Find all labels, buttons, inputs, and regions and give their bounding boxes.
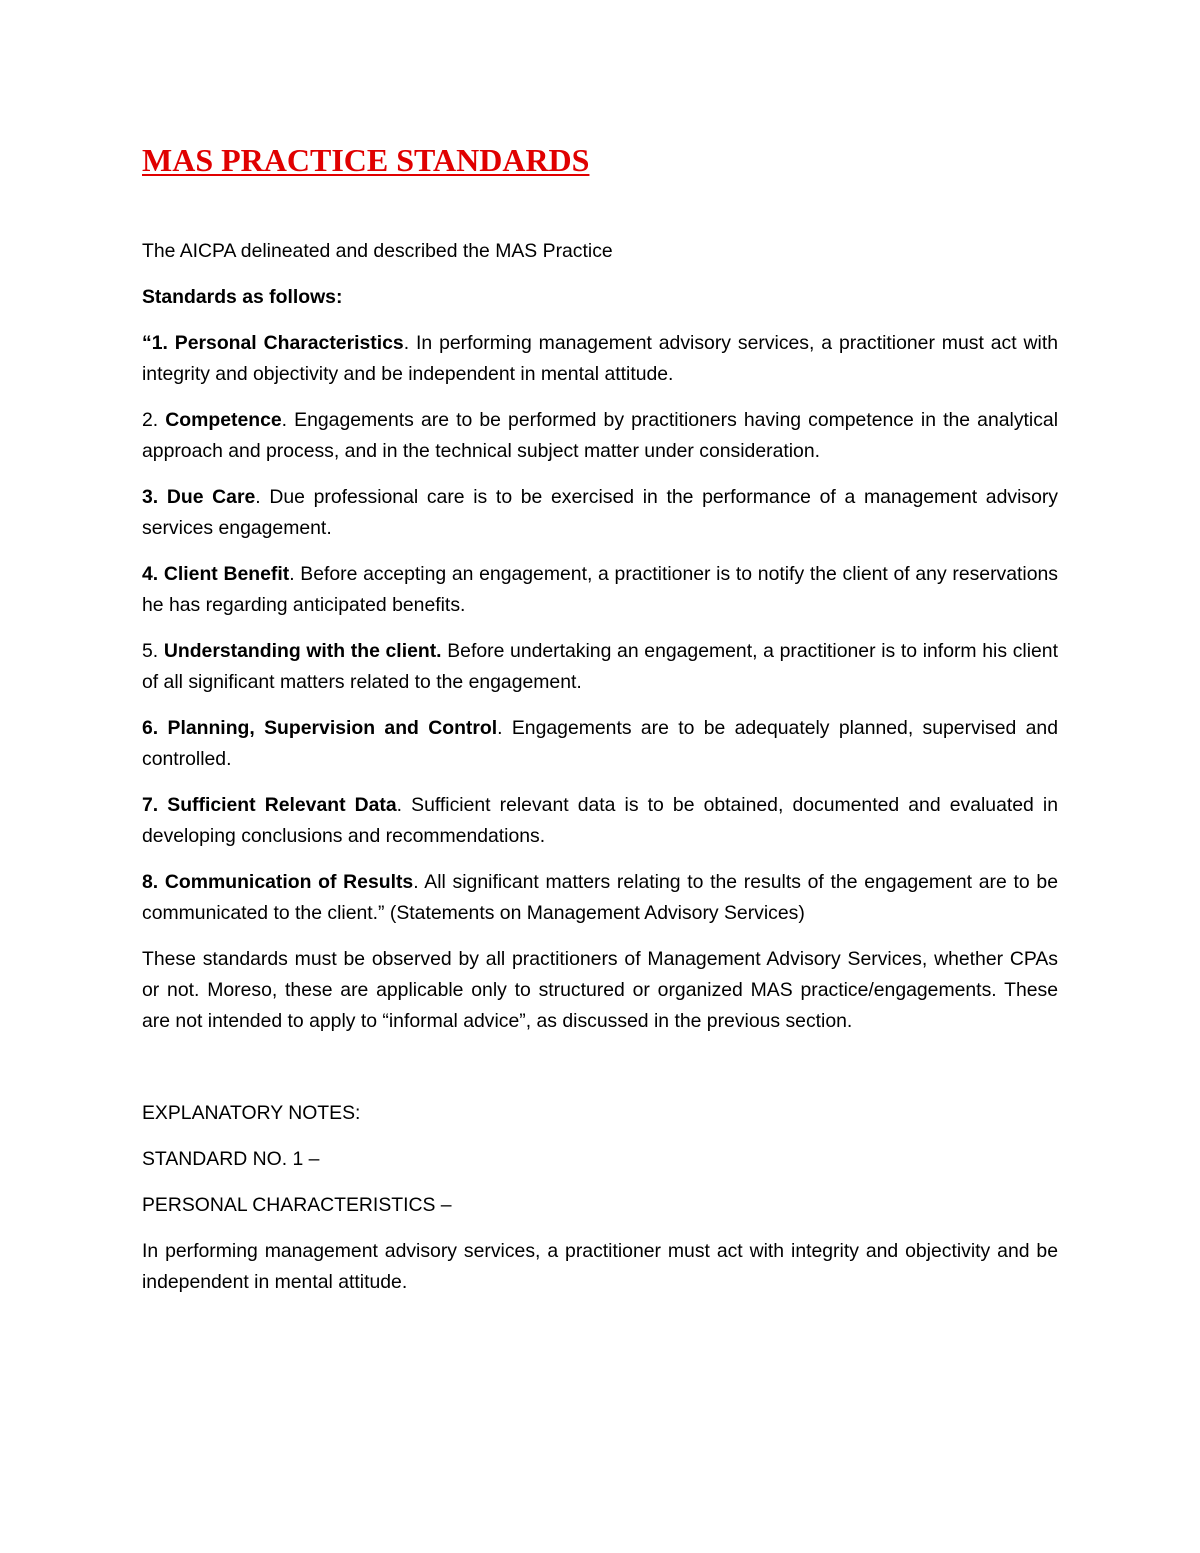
standard-number: 6. xyxy=(142,717,168,739)
standard-item xyxy=(142,790,1058,852)
standard-description: . Due professional care is to be exercised in the performance of a management advisory services engagement. xyxy=(142,486,1059,539)
standard-name: Planning, Supervision and Control xyxy=(167,717,498,739)
standard-name: Understanding with the client. xyxy=(163,640,442,662)
intro-line-2 xyxy=(142,282,1058,313)
standard-number: 8. xyxy=(142,871,165,893)
spacer xyxy=(142,1052,1058,1098)
standard-name: Sufficient Relevant Data xyxy=(167,794,397,816)
standard-description: . All significant matters relating to the results of the engagement are to be communicated to the client.” (Statements on Management Advisory Services) xyxy=(142,871,1058,924)
page-title: MAS PRACTICE STANDARDS xyxy=(142,142,590,178)
standard-explanation: In performing management advisory services, a practitioner must act with integrity and objectivity and be independent in mental attitude. xyxy=(142,1240,1058,1293)
standard-item xyxy=(142,559,1058,621)
standard-name: Communication of Results xyxy=(164,871,414,893)
closing-paragraph: These standards must be observed by all practitioners of Management Advisory Services, whether CPAs or not. Moreso, these are applicable only to structured or organized MAS practice/engagements. These are not intended to apply to “informal advice”, as discussed in the previous section. xyxy=(142,948,1058,1032)
standard-number-heading: STANDARD NO. 1 – xyxy=(142,1148,320,1170)
standard-name-heading: PERSONAL CHARACTERISTICS – xyxy=(142,1194,452,1216)
standard-item xyxy=(142,482,1058,544)
standard-description: . Sufficient relevant data is to be obtained, documented and evaluated in developing conclusions and recommendations. xyxy=(142,794,1058,847)
standard-number: 3. xyxy=(142,486,167,508)
standard-number: 2. xyxy=(142,409,166,431)
notes-heading: EXPLANATORY NOTES: xyxy=(142,1102,361,1124)
standard-description: . Engagements are to be performed by practitioners having competence in the analytical approach and process, and in the technical subject matter under consideration. xyxy=(142,409,1059,462)
standard-name: Competence xyxy=(165,409,282,431)
intro-line-1: The AICPA delineated and described the MAS Practice xyxy=(142,240,613,262)
standard-item xyxy=(142,328,1058,390)
standard-name: Personal Characteristics xyxy=(174,332,404,354)
standard-item xyxy=(142,867,1058,929)
standard-description: . Engagements are to be adequately planned, supervised and controlled. xyxy=(142,717,1059,770)
intro-line-2-text: Standards as follows: xyxy=(142,286,343,308)
standard-number: “1. xyxy=(142,332,175,354)
standard-name: Client Benefit xyxy=(163,563,290,585)
standard-number: 4. xyxy=(142,563,164,585)
standard-name: Due Care xyxy=(166,486,256,508)
standard-item xyxy=(142,713,1058,775)
standard-item xyxy=(142,405,1058,467)
standard-number: 7. xyxy=(142,794,168,816)
standards-list xyxy=(142,328,1058,929)
standard-description: Before undertaking an engagement, a practitioner is to inform his client of all significant matters related to the engagement. xyxy=(142,640,1058,693)
standard-number: 5. xyxy=(142,640,164,662)
standard-item xyxy=(142,636,1058,698)
standard-description: . In performing management advisory services, a practitioner must act with integrity and objectivity and be independent in mental attitude. xyxy=(142,332,1058,385)
standard-description: . Before accepting an engagement, a practitioner is to notify the client of any reservations he has regarding anticipated benefits. xyxy=(142,563,1058,616)
